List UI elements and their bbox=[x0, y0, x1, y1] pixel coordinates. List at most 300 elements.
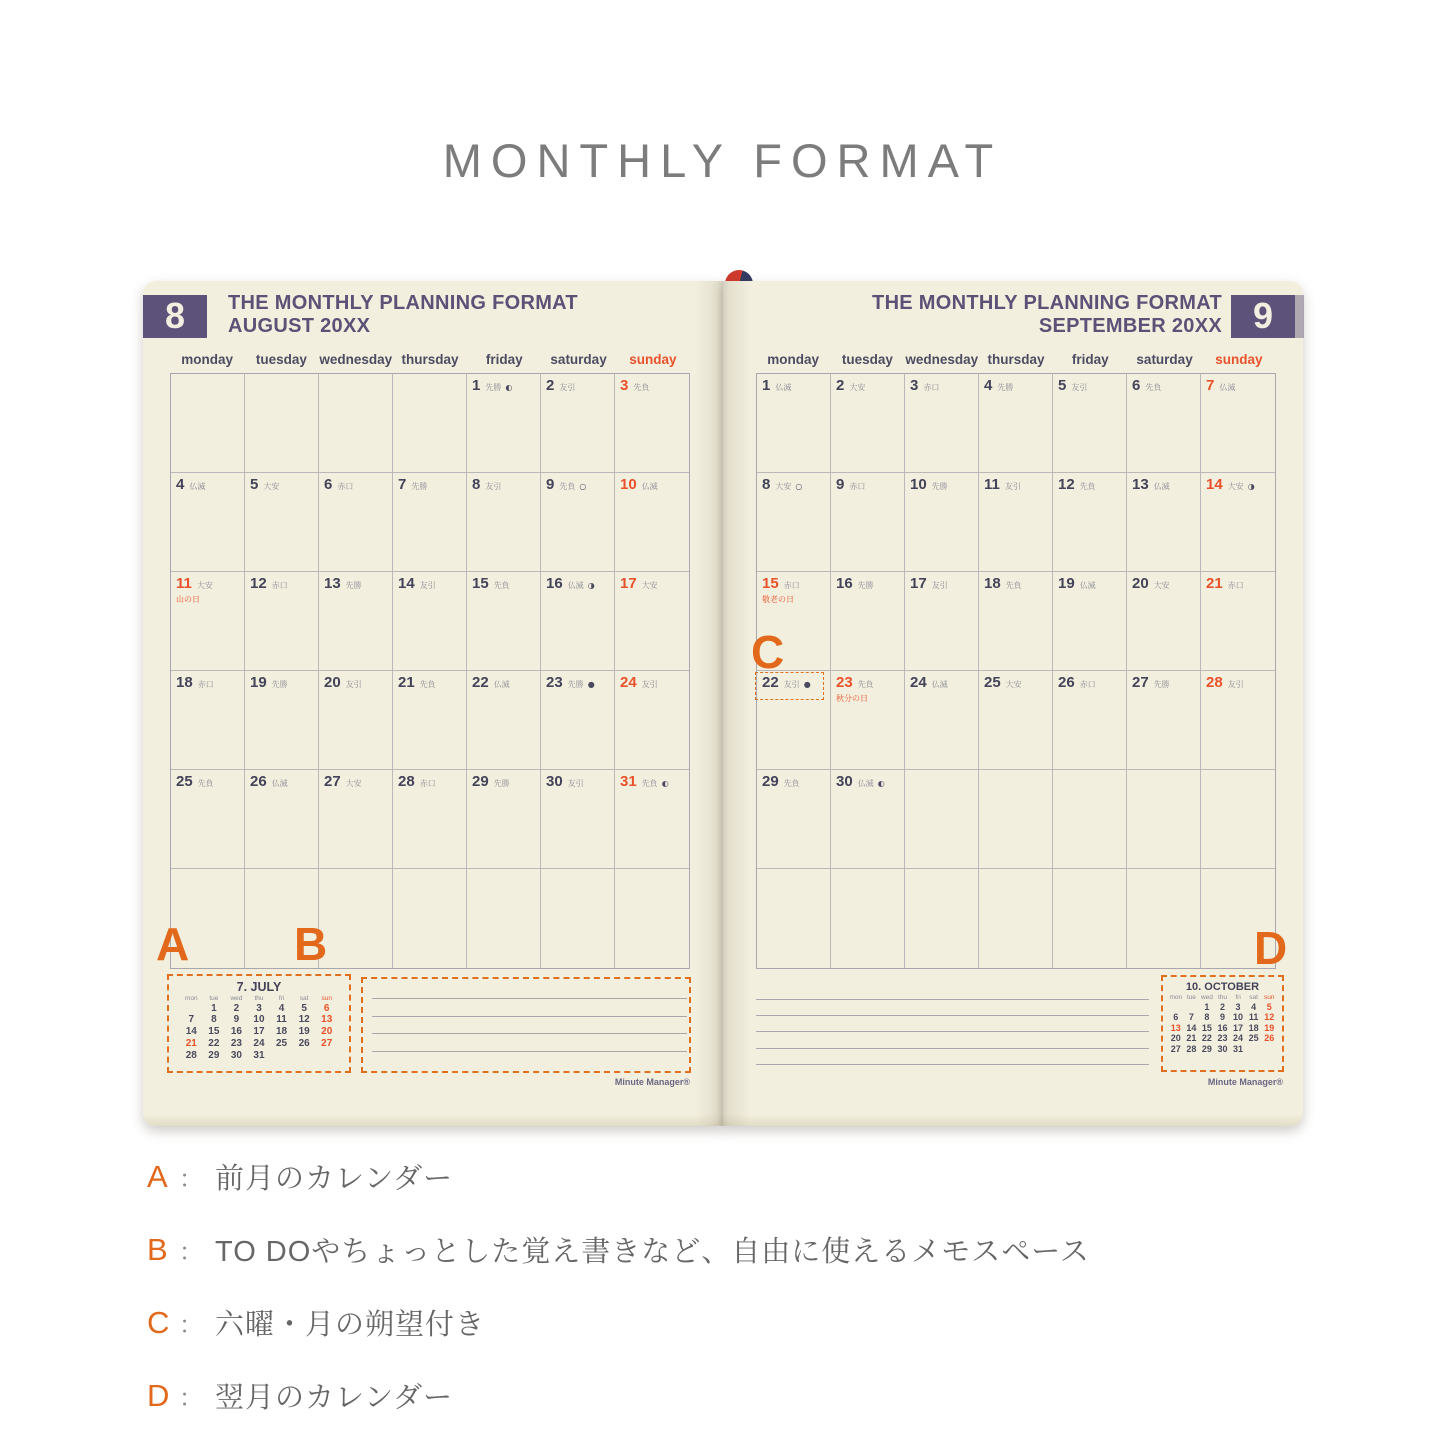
legend-row-d bbox=[147, 1372, 1327, 1419]
day-header-tuesday: tuesday bbox=[841, 352, 893, 367]
day-cell-top bbox=[910, 377, 978, 394]
memo-line bbox=[372, 1033, 687, 1034]
rokuyo-label: 友引 bbox=[1071, 383, 1088, 392]
date-number: 9 bbox=[836, 476, 845, 493]
day-cell-top bbox=[176, 476, 244, 493]
day-cell-top bbox=[472, 674, 540, 691]
mini-day-number: 9 bbox=[1219, 1012, 1225, 1023]
rokuyo-label: 先負 bbox=[197, 779, 214, 788]
date-number: 17 bbox=[910, 575, 927, 592]
date-number: 23 bbox=[546, 674, 563, 691]
rokuyo-label: 先負 bbox=[1005, 581, 1022, 590]
page-header-line2: AUGUST 20XX bbox=[228, 315, 371, 337]
day-header-saturday: saturday bbox=[550, 352, 607, 367]
legend-key: D bbox=[147, 1377, 170, 1413]
memo-line bbox=[372, 998, 687, 999]
month-number: 8 bbox=[164, 295, 186, 336]
day-cell-top bbox=[910, 476, 978, 493]
mini-day-number: 13 bbox=[1170, 1022, 1181, 1033]
rokuyo-label: 先勝 bbox=[857, 581, 874, 590]
date-number: 3 bbox=[620, 377, 629, 394]
legend-key: A bbox=[147, 1158, 168, 1194]
date-number: 1 bbox=[762, 377, 771, 394]
mini-day-number: 16 bbox=[230, 1026, 242, 1038]
rokuyo-label: 友引 bbox=[783, 680, 800, 689]
date-number: 28 bbox=[398, 773, 415, 790]
legend-separator: ： bbox=[179, 1239, 203, 1266]
mini-day-number: 10 bbox=[1233, 1012, 1244, 1023]
date-number: 18 bbox=[984, 575, 1001, 592]
date-number: 6 bbox=[1132, 377, 1141, 394]
day-cell-top bbox=[836, 773, 904, 790]
day-cell bbox=[615, 770, 689, 869]
mini-day-number bbox=[1246, 1044, 1262, 1055]
date-number: 5 bbox=[1058, 377, 1067, 394]
month-number: 9 bbox=[1252, 295, 1274, 336]
rokuyo-label: 仏滅 bbox=[1219, 383, 1236, 392]
brand-label: Minute Manager® bbox=[614, 1077, 690, 1087]
date-number: 24 bbox=[620, 674, 637, 691]
day-cell bbox=[1127, 869, 1201, 968]
memo-space bbox=[361, 977, 691, 1073]
mini-day-number: 25 bbox=[1248, 1033, 1259, 1044]
day-cell-top bbox=[836, 575, 904, 592]
day-cell bbox=[171, 770, 245, 869]
day-cell-top bbox=[176, 674, 244, 691]
date-number: 27 bbox=[324, 773, 341, 790]
mini-day-number bbox=[1184, 1002, 1200, 1013]
date-number: 12 bbox=[1058, 476, 1075, 493]
day-cell bbox=[245, 473, 319, 572]
rokuyo-label: 先勝 bbox=[271, 680, 288, 689]
memo-line bbox=[756, 1048, 1149, 1049]
day-cell-top bbox=[546, 674, 614, 691]
day-cell bbox=[393, 572, 467, 671]
day-cell bbox=[1053, 473, 1127, 572]
mini-calendar-title: 10. OCTOBER bbox=[1185, 981, 1260, 993]
rokuyo-label: 先勝 bbox=[345, 581, 362, 590]
day-cell bbox=[1201, 770, 1275, 869]
day-cell bbox=[541, 374, 615, 473]
day-cell bbox=[615, 473, 689, 572]
date-number: 4 bbox=[176, 476, 185, 493]
date-number: 29 bbox=[762, 773, 779, 790]
rokuyo-label: 赤口 bbox=[1227, 581, 1244, 590]
planner-page-august bbox=[143, 281, 723, 1126]
day-cell bbox=[831, 572, 905, 671]
mini-day-number: 6 bbox=[323, 1002, 330, 1014]
day-cell bbox=[1201, 671, 1275, 770]
mini-day-header: wed bbox=[230, 995, 243, 1002]
date-number: 7 bbox=[398, 476, 407, 493]
day-cell-top bbox=[1206, 575, 1275, 592]
mini-day-number: 5 bbox=[1266, 1001, 1272, 1012]
day-cell bbox=[831, 473, 905, 572]
mini-day-number: 22 bbox=[1201, 1033, 1212, 1044]
day-cell-top bbox=[176, 773, 244, 790]
memo-line bbox=[756, 1015, 1149, 1016]
month-grid bbox=[756, 373, 1276, 969]
day-header-thursday: thursday bbox=[401, 352, 459, 367]
day-cell bbox=[319, 473, 393, 572]
month-number-badge bbox=[1231, 295, 1295, 338]
mini-day-number: 1 bbox=[211, 1002, 217, 1014]
date-number: 28 bbox=[1206, 674, 1223, 691]
mini-day-number bbox=[180, 1003, 203, 1015]
day-cell bbox=[1127, 374, 1201, 473]
holiday-label: 山の日 bbox=[176, 595, 200, 604]
rokuyo-label: 先負 bbox=[559, 482, 576, 491]
holiday-label: 秋分の日 bbox=[836, 694, 868, 703]
day-cell-top bbox=[620, 773, 689, 790]
date-number: 25 bbox=[176, 773, 193, 790]
day-cell bbox=[757, 473, 831, 572]
mini-day-number: 14 bbox=[1186, 1022, 1197, 1033]
mini-day-number: 27 bbox=[1170, 1044, 1181, 1055]
day-header-thursday: thursday bbox=[987, 352, 1045, 367]
day-cell bbox=[757, 671, 831, 770]
legend-text: TO DOやちょっとした覚え書きなど、自由に使えるメモスペース bbox=[215, 1236, 1090, 1268]
mini-day-number: 3 bbox=[1235, 1001, 1241, 1012]
legend-text: 六曜・月の朔望付き bbox=[215, 1309, 486, 1341]
mini-day-header: sat bbox=[1249, 994, 1258, 1001]
day-cell bbox=[905, 869, 979, 968]
date-number: 25 bbox=[984, 674, 1001, 691]
rokuyo-label: 仏滅 bbox=[1153, 482, 1170, 491]
date-number: 13 bbox=[1132, 476, 1149, 493]
memo-line bbox=[372, 1016, 687, 1017]
day-cell bbox=[541, 572, 615, 671]
day-cell bbox=[393, 374, 467, 473]
day-cell-top bbox=[1132, 476, 1200, 493]
rokuyo-label: 友引 bbox=[1004, 482, 1021, 491]
day-cell-top bbox=[250, 674, 318, 691]
date-number: 15 bbox=[472, 575, 489, 592]
annotation-letter-a: A bbox=[156, 918, 190, 970]
mini-day-number: 17 bbox=[1233, 1022, 1244, 1033]
day-cell bbox=[615, 671, 689, 770]
date-number: 2 bbox=[836, 377, 845, 394]
day-cell bbox=[319, 374, 393, 473]
date-number: 21 bbox=[398, 674, 415, 691]
day-cell bbox=[831, 869, 905, 968]
day-cell bbox=[393, 473, 467, 572]
rokuyo-label: 先負 bbox=[419, 680, 436, 689]
day-cell-top bbox=[176, 575, 244, 592]
day-cell-top bbox=[1206, 377, 1275, 394]
day-cell-top bbox=[836, 377, 904, 394]
date-number: 23 bbox=[836, 674, 853, 691]
mini-day-number: 11 bbox=[276, 1014, 287, 1026]
day-header-friday: friday bbox=[1071, 352, 1109, 367]
day-cell-top bbox=[472, 476, 540, 493]
rokuyo-label: 仏滅 bbox=[493, 680, 510, 689]
rokuyo-label: 友引 bbox=[419, 581, 436, 590]
date-number: 10 bbox=[910, 476, 927, 493]
moon-phase-icon: ◑ bbox=[587, 581, 595, 590]
day-cell bbox=[245, 374, 319, 473]
day-cell bbox=[467, 473, 541, 572]
rokuyo-label: 大安 bbox=[1153, 581, 1170, 590]
day-cell bbox=[171, 473, 245, 572]
rokuyo-label: 大安 bbox=[641, 581, 658, 590]
day-cell-top bbox=[324, 575, 392, 592]
day-cell-top bbox=[1058, 575, 1126, 592]
day-cell-top bbox=[1132, 674, 1200, 691]
legend-separator: ： bbox=[179, 1166, 203, 1193]
mini-day-number: 23 bbox=[230, 1038, 242, 1050]
date-number: 16 bbox=[836, 575, 853, 592]
day-cell-top bbox=[984, 476, 1052, 493]
mini-day-number: 15 bbox=[208, 1026, 220, 1038]
day-cell bbox=[1127, 473, 1201, 572]
moon-phase-icon: ◐ bbox=[505, 383, 513, 392]
date-number: 26 bbox=[250, 773, 267, 790]
day-cell-top bbox=[1058, 377, 1126, 394]
rokuyo-label: 赤口 bbox=[849, 482, 866, 491]
rokuyo-label: 友引 bbox=[931, 581, 948, 590]
day-cell-top bbox=[910, 575, 978, 592]
date-number: 10 bbox=[620, 476, 637, 493]
day-cell-top bbox=[620, 377, 689, 394]
day-cell bbox=[831, 671, 905, 770]
rokuyo-label: 仏滅 bbox=[567, 581, 584, 590]
day-cell-top bbox=[762, 773, 830, 790]
mini-day-number: 3 bbox=[256, 1002, 262, 1014]
mini-day-number: 20 bbox=[1170, 1033, 1181, 1044]
mini-calendar-title: 7. JULY bbox=[236, 980, 282, 994]
rokuyo-label: 仏滅 bbox=[857, 779, 874, 788]
day-cell-top bbox=[762, 476, 830, 493]
day-cell-top bbox=[250, 773, 318, 790]
memo-space bbox=[756, 984, 1149, 1080]
day-cell bbox=[979, 374, 1053, 473]
date-number: 7 bbox=[1206, 377, 1215, 394]
mini-day-header: sat bbox=[299, 995, 309, 1002]
day-cell bbox=[171, 671, 245, 770]
rokuyo-label: 赤口 bbox=[337, 482, 354, 491]
mini-day-number: 24 bbox=[253, 1038, 265, 1050]
mini-day-number: 19 bbox=[1264, 1022, 1275, 1033]
rokuyo-label: 先負 bbox=[857, 680, 874, 689]
rokuyo-label: 大安 bbox=[775, 482, 792, 491]
moon-phase-icon: ● bbox=[587, 680, 595, 689]
day-cell bbox=[467, 374, 541, 473]
day-cell bbox=[1201, 572, 1275, 671]
rokuyo-label: 仏滅 bbox=[1079, 581, 1096, 590]
day-cell bbox=[1127, 572, 1201, 671]
legend-row-c bbox=[147, 1299, 1327, 1346]
mini-day-number: 19 bbox=[298, 1026, 310, 1038]
mini-calendar-grid bbox=[1168, 994, 1277, 1055]
day-headers bbox=[756, 352, 1276, 369]
date-number: 2 bbox=[546, 377, 555, 394]
date-number: 26 bbox=[1058, 674, 1075, 691]
day-cell bbox=[1053, 770, 1127, 869]
day-cell bbox=[1201, 473, 1275, 572]
memo-line bbox=[756, 1031, 1149, 1032]
rokuyo-label: 先勝 bbox=[931, 482, 948, 491]
mini-day-number: 26 bbox=[1264, 1033, 1275, 1044]
mini-calendar-next-month bbox=[1161, 975, 1284, 1072]
mini-day-header: mon bbox=[184, 995, 198, 1002]
page-title: MONTHLY FORMAT bbox=[442, 134, 1003, 187]
day-cell bbox=[1053, 869, 1127, 968]
rokuyo-label: 赤口 bbox=[197, 680, 214, 689]
rokuyo-label: 赤口 bbox=[1079, 680, 1096, 689]
rokuyo-label: 友引 bbox=[559, 383, 576, 392]
day-cell bbox=[541, 671, 615, 770]
brand-label: Minute Manager® bbox=[1207, 1077, 1283, 1087]
mini-day-number: 6 bbox=[1173, 1012, 1179, 1023]
legend-text: 翌月のカレンダー bbox=[215, 1382, 454, 1414]
mini-day-number: 20 bbox=[321, 1026, 333, 1038]
mini-day-number: 13 bbox=[321, 1014, 333, 1026]
rokuyo-label: 先負 bbox=[633, 383, 650, 392]
day-cell bbox=[905, 572, 979, 671]
legend-key: B bbox=[147, 1231, 168, 1267]
date-number: 29 bbox=[472, 773, 489, 790]
page-header-line2: SEPTEMBER 20XX bbox=[1038, 315, 1222, 337]
date-number: 11 bbox=[176, 575, 192, 592]
page-header-line1: THE MONTHLY PLANNING FORMAT bbox=[228, 292, 578, 314]
date-number: 3 bbox=[910, 377, 919, 394]
day-cell bbox=[1053, 671, 1127, 770]
date-number: 21 bbox=[1206, 575, 1223, 592]
rokuyo-label: 先負 bbox=[1145, 383, 1162, 392]
rokuyo-label: 先負 bbox=[1079, 482, 1096, 491]
date-number: 9 bbox=[546, 476, 555, 493]
date-number: 31 bbox=[620, 773, 637, 790]
mini-day-header: sun bbox=[1263, 994, 1275, 1001]
mini-day-number: 18 bbox=[1248, 1022, 1259, 1033]
day-cell bbox=[467, 572, 541, 671]
day-cell-top bbox=[324, 476, 392, 493]
mini-day-number: 31 bbox=[253, 1049, 265, 1061]
page-header-line1: THE MONTHLY PLANNING FORMAT bbox=[872, 292, 1222, 314]
day-cell-top bbox=[1206, 674, 1275, 691]
mini-day-number: 24 bbox=[1233, 1033, 1244, 1044]
rokuyo-label: 赤口 bbox=[923, 383, 940, 392]
legend-row-b bbox=[147, 1226, 1327, 1273]
day-cell bbox=[393, 770, 467, 869]
moon-phase-icon: ○ bbox=[579, 482, 587, 491]
day-cell-top bbox=[250, 476, 318, 493]
mini-day-header: sun bbox=[321, 995, 332, 1002]
mini-day-header: thu bbox=[254, 995, 264, 1002]
mini-day-number: 30 bbox=[230, 1049, 242, 1061]
mini-day-number: 29 bbox=[208, 1049, 220, 1061]
mini-day-number: 17 bbox=[253, 1026, 265, 1038]
date-number: 30 bbox=[546, 773, 563, 790]
mini-day-number bbox=[315, 1050, 338, 1062]
mini-day-number: 8 bbox=[211, 1014, 217, 1026]
day-cell bbox=[757, 869, 831, 968]
memo-line bbox=[756, 1064, 1149, 1065]
mini-day-number: 29 bbox=[1201, 1044, 1212, 1055]
day-cell bbox=[979, 671, 1053, 770]
month-grid bbox=[170, 373, 690, 969]
moon-phase-icon: ● bbox=[803, 680, 811, 689]
day-cell bbox=[171, 572, 245, 671]
date-number: 4 bbox=[984, 377, 993, 394]
day-cell bbox=[541, 770, 615, 869]
month-number-badge bbox=[143, 295, 207, 338]
day-header-friday: friday bbox=[485, 352, 523, 367]
day-cell bbox=[979, 869, 1053, 968]
mini-day-number: 16 bbox=[1217, 1022, 1228, 1033]
day-cell bbox=[171, 374, 245, 473]
mini-day-number: 23 bbox=[1217, 1033, 1228, 1044]
rokuyo-label: 先勝 bbox=[1153, 680, 1170, 689]
day-cell bbox=[615, 374, 689, 473]
rokuyo-label: 赤口 bbox=[271, 581, 288, 590]
day-cell bbox=[905, 770, 979, 869]
day-cell bbox=[467, 869, 541, 968]
day-cell-top bbox=[1206, 476, 1275, 493]
mini-day-number bbox=[270, 1050, 293, 1062]
mini-day-number: 12 bbox=[298, 1014, 310, 1026]
planner-page-september bbox=[723, 281, 1303, 1126]
day-header-wednesday: wednesday bbox=[319, 352, 393, 367]
day-cell-top bbox=[620, 575, 689, 592]
moon-phase-icon: ○ bbox=[795, 482, 803, 491]
page-header bbox=[228, 292, 578, 338]
day-cell bbox=[319, 869, 393, 968]
legend-key: C bbox=[147, 1304, 170, 1340]
day-cell bbox=[393, 869, 467, 968]
day-cell bbox=[1201, 374, 1275, 473]
day-cell-top bbox=[1058, 476, 1126, 493]
day-cell bbox=[979, 770, 1053, 869]
day-cell bbox=[319, 671, 393, 770]
mini-calendar-previous-month bbox=[167, 974, 351, 1073]
day-cell bbox=[319, 572, 393, 671]
rokuyo-label: 先勝 bbox=[567, 680, 584, 689]
date-number: 14 bbox=[398, 575, 415, 592]
mini-day-number: 7 bbox=[188, 1014, 195, 1026]
date-number: 6 bbox=[324, 476, 333, 493]
rokuyo-label: 仏滅 bbox=[641, 482, 658, 491]
date-number: 24 bbox=[910, 674, 927, 691]
day-cell bbox=[1053, 374, 1127, 473]
day-cell bbox=[905, 473, 979, 572]
rokuyo-label: 仏滅 bbox=[931, 680, 948, 689]
mini-day-number: 15 bbox=[1201, 1022, 1212, 1033]
legend-separator: ： bbox=[179, 1312, 203, 1339]
day-cell-top bbox=[398, 476, 466, 493]
mini-day-header: tue bbox=[209, 995, 219, 1002]
day-cell-top bbox=[620, 674, 689, 691]
rokuyo-label: 大安 bbox=[1005, 680, 1022, 689]
holiday-label: 敬老の日 bbox=[762, 595, 794, 604]
mini-day-header: fri bbox=[278, 995, 285, 1002]
mini-day-number: 4 bbox=[278, 1002, 285, 1014]
rokuyo-label: 先負 bbox=[783, 779, 800, 788]
day-header-monday: monday bbox=[767, 352, 820, 367]
annotation-letter-b: B bbox=[294, 918, 328, 970]
day-cell bbox=[615, 572, 689, 671]
day-cell bbox=[1127, 671, 1201, 770]
day-cell bbox=[905, 671, 979, 770]
mini-day-number: 22 bbox=[208, 1038, 220, 1050]
memo-line bbox=[756, 999, 1149, 1000]
mini-day-number: 4 bbox=[1251, 1001, 1257, 1012]
day-header-wednesday: wednesday bbox=[905, 352, 979, 367]
day-cell-top bbox=[324, 773, 392, 790]
mini-day-number: 21 bbox=[1186, 1033, 1197, 1044]
mini-day-number: 12 bbox=[1264, 1012, 1275, 1023]
